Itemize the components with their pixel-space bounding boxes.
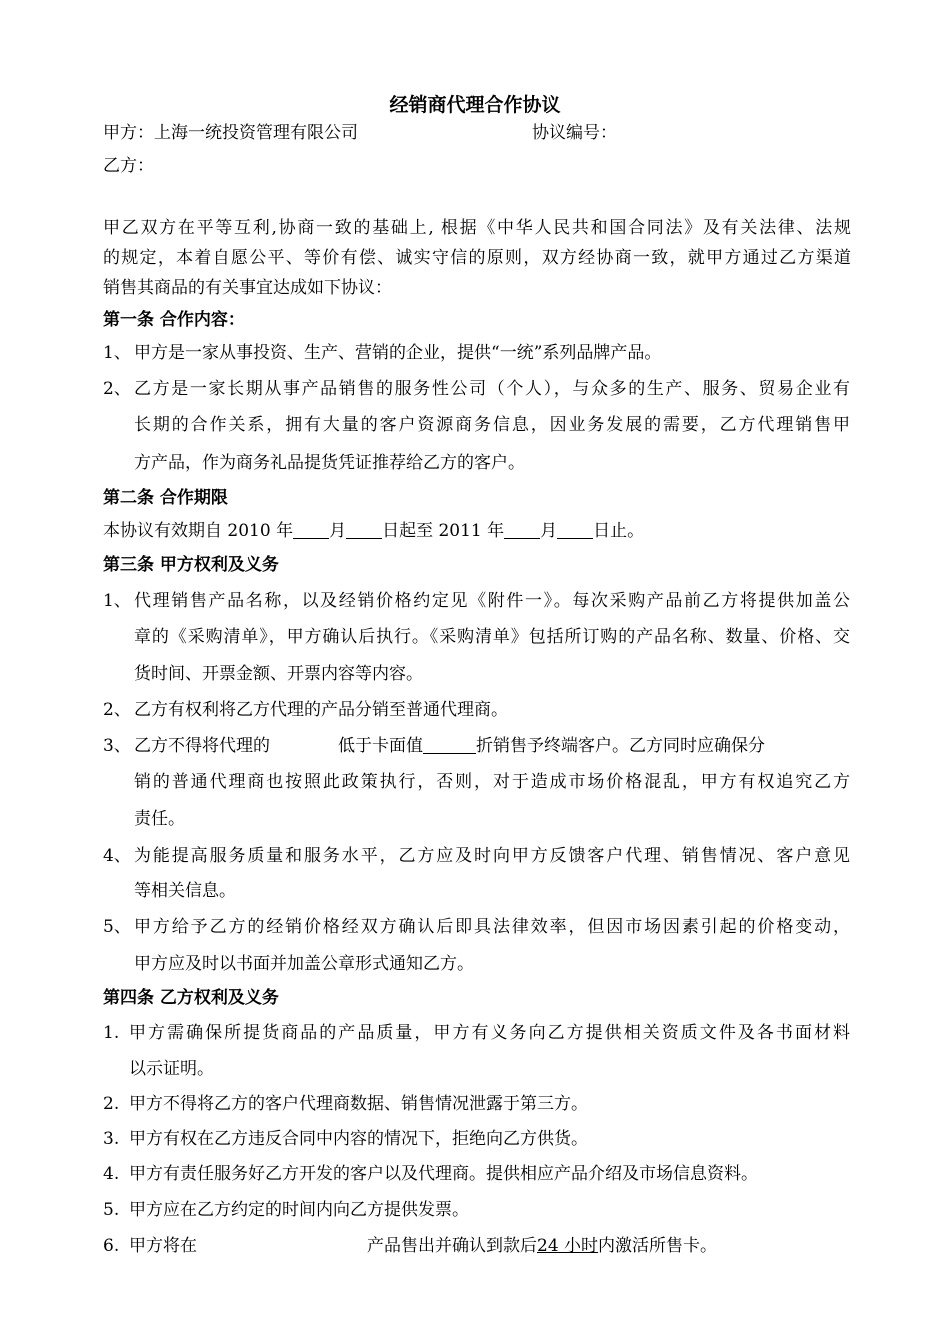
s4-item-5: 5. 甲方应在乙方约定的时间内向乙方提供发票。 (103, 1200, 469, 1220)
s1-item-2-line-3: 方产品，作为商务礼品提货凭证推荐给乙方的客户。 (134, 453, 525, 473)
section-1-heading: 第一条 合作内容： (103, 310, 245, 330)
blank-start-day[interactable] (346, 522, 382, 539)
party-a: 甲方：上海一统投资管理有限公司 (103, 123, 358, 143)
blank-end-day[interactable] (557, 522, 593, 539)
blank-start-month[interactable] (293, 522, 329, 539)
s3-item-4-line-2: 等相关信息。 (134, 881, 236, 901)
section-4-heading: 第四条 乙方权利及义务 (103, 988, 279, 1008)
s3-item-3: 3、 乙方不得将代理的 低于卡面值 折销售予终端客户。乙方同时应确保分 (103, 736, 765, 756)
s3-item-3-line-2: 销的普通代理商也按照此政策执行，否则，对于造成市场价格混乱，甲方有权追究乙方 (134, 772, 850, 792)
s3-item-1-line-3: 货时间、开票金额、开票内容等内容。 (134, 664, 423, 684)
s4-item-2: 2. 甲方不得将乙方的客户代理商数据、销售情况泄露于第三方。 (103, 1094, 588, 1114)
section-2-heading: 第二条 合作期限 (103, 488, 228, 508)
section-3-heading: 第三条 甲方权利及义务 (103, 555, 279, 575)
intro-line-1: 甲乙双方在平等互利,协商一致的基础上, 根据《中华人民共和国合同法》及有关法律、法规 (103, 218, 851, 238)
s4-item-3: 3. 甲方有权在乙方违反合同中内容的情况下，拒绝向乙方供货。 (103, 1129, 588, 1149)
s4-item-6: 6. 甲方将在 产品售出并确认到款后24 小时内激活所售卡。 (103, 1236, 718, 1256)
s3-item-5: 5、 甲方给予乙方的经销价格经双方确认后即具法律效率，但因市场因素引起的价格变动， (103, 917, 850, 937)
term-line: 本协议有效期自 2010 年 月 日起至 2011 年 月 日止。 (103, 521, 645, 541)
s3-item-1: 1、 代理销售产品名称，以及经销价格约定见《附件一》。每次采购产品前乙方将提供加盖公 (103, 591, 850, 611)
s1-item-2-line-2: 长期的合作关系，拥有大量的客户资源商务信息，因业务发展的需要，乙方代理销售甲 (134, 415, 850, 435)
party-b: 乙方： (103, 156, 154, 176)
s4-item-4: 4. 甲方有责任服务好乙方开发的客户以及代理商。提供相应产品介绍及市场信息资料。 (103, 1164, 758, 1184)
blank-end-month[interactable] (504, 522, 540, 539)
document-title: 经销商代理合作协议 (389, 94, 561, 116)
s1-item-2: 2、 乙方是一家长期从事产品销售的服务性公司（个人），与众多的生产、服务、贸易企业有 (103, 379, 850, 399)
s3-item-2: 2、 乙方有权利将乙方代理的产品分销至普通代理商。 (103, 700, 508, 720)
s4-item-1-line-2: 以示证明。 (129, 1059, 214, 1079)
s3-item-4: 4、 为能提高服务质量和服务水平，乙方应及时向甲方反馈客户代理、销售情况、客户意见 (103, 846, 850, 866)
intro-line-3: 销售其商品的有关事宜达成如下协议： (103, 278, 392, 298)
activation-hours: 24 小时 (537, 1236, 599, 1256)
intro-line-2: 的规定，本着自愿公平、等价有偿、诚实守信的原则，双方经协商一致，就甲方通过乙方渠道 (103, 248, 851, 268)
party-a-line (103, 122, 358, 144)
blank-discount[interactable] (423, 737, 476, 754)
s1-item-1: 1、 甲方是一家从事投资、生产、营销的企业，提供“一统”系列品牌产品。 (103, 343, 662, 363)
agreement-number-label: 协议编号： (532, 123, 617, 143)
s3-item-3-line-3: 责任。 (134, 809, 185, 829)
s3-item-1-line-2: 章的《采购清单》，甲方确认后执行。《采购清单》包括所订购的产品名称、数量、价格、交 (134, 627, 850, 647)
s3-item-5-line-2: 甲方应及时以书面并加盖公章形式通知乙方。 (134, 954, 474, 974)
s4-item-1: 1. 甲方需确保所提货商品的产品质量，甲方有义务向乙方提供相关资质文件及各书面材料 (103, 1023, 850, 1043)
